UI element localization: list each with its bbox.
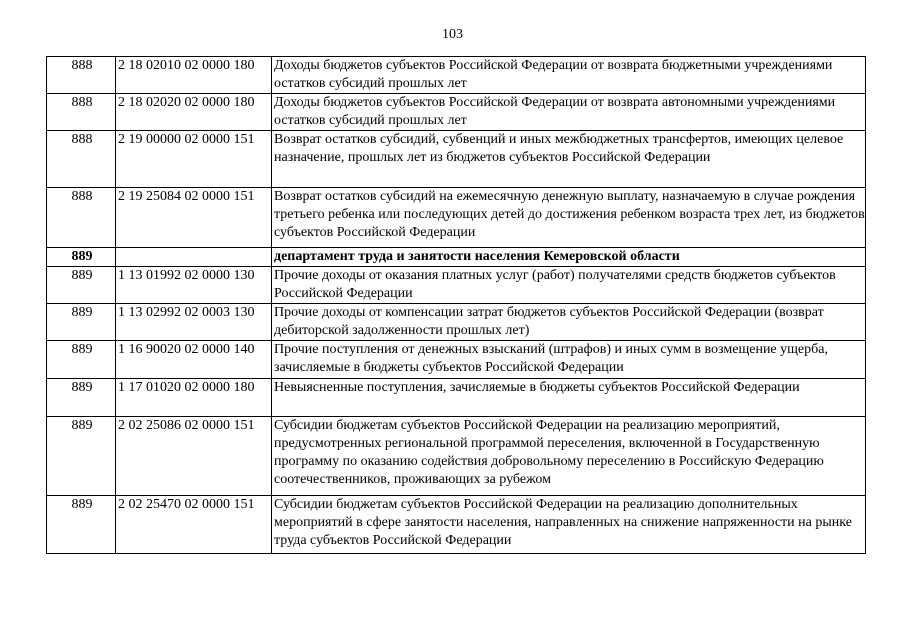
- admin-code-cell: 889: [47, 379, 116, 417]
- department-title-cell: департамент труда и занятости населения Кемеровской области: [272, 248, 866, 267]
- section-header-row: [47, 248, 866, 267]
- table-row: [47, 57, 866, 94]
- admin-code-cell: 889: [47, 248, 116, 267]
- table-row: [47, 379, 866, 417]
- admin-code-cell: 889: [47, 341, 116, 379]
- budget-code-cell: 1 16 90020 02 0000 140: [116, 341, 272, 379]
- budget-code-cell: 1 13 02992 02 0003 130: [116, 304, 272, 341]
- description-cell: Возврат остатков субсидий на ежемесячную денежную выплату, назначаемую в случае рождения третьего ребенка или последующих детей до достижения ребенком возраста трех лет, из бюджетов субъектов Российской Федерации: [272, 188, 866, 248]
- budget-code-cell: 2 19 25084 02 0000 151: [116, 188, 272, 248]
- table-row: [47, 496, 866, 554]
- description-cell: Прочие доходы от компенсации затрат бюджетов субъектов Российской Федерации (возврат дебиторской задолженности прошлых лет): [272, 304, 866, 341]
- description-cell: Прочие доходы от оказания платных услуг (работ) получателями средств бюджетов субъектов Российской Федерации: [272, 267, 866, 304]
- description-cell: Субсидии бюджетам субъектов Российской Федерации на реализацию мероприятий, предусмотренных региональной программой переселения, включенной в Государственную программу по оказанию содействия добровольному переселению в Российскую Федерацию соотечественников, проживающих за рубежом: [272, 417, 866, 496]
- table-row: [47, 267, 866, 304]
- budget-code-cell: [116, 248, 272, 267]
- budget-code-cell: 1 17 01020 02 0000 180: [116, 379, 272, 417]
- description-cell: Доходы бюджетов субъектов Российской Федерации от возврата бюджетными учреждениями остатков субсидий прошлых лет: [272, 57, 866, 94]
- budget-code-cell: 1 13 01992 02 0000 130: [116, 267, 272, 304]
- admin-code-cell: 888: [47, 131, 116, 188]
- admin-code-cell: 888: [47, 94, 116, 131]
- budget-code-cell: 2 02 25086 02 0000 151: [116, 417, 272, 496]
- budget-code-cell: 2 19 00000 02 0000 151: [116, 131, 272, 188]
- admin-code-cell: 889: [47, 304, 116, 341]
- table-row: [47, 94, 866, 131]
- description-cell: Доходы бюджетов субъектов Российской Федерации от возврата автономными учреждениями остатков субсидий прошлых лет: [272, 94, 866, 131]
- table-row: [47, 131, 866, 188]
- page-number: 103: [442, 27, 463, 42]
- description-cell: Субсидии бюджетам субъектов Российской Федерации на реализацию дополнительных мероприятий в сфере занятости населения, направленных на снижение напряженности на рынке труда субъектов Российской Федерации: [272, 496, 866, 554]
- admin-code-cell: 889: [47, 267, 116, 304]
- revenue-classification-table: [46, 56, 866, 554]
- budget-code-cell: 2 02 25470 02 0000 151: [116, 496, 272, 554]
- table-row: [47, 341, 866, 379]
- admin-code-cell: 888: [47, 188, 116, 248]
- admin-code-cell: 889: [47, 496, 116, 554]
- admin-code-cell: 888: [47, 57, 116, 94]
- admin-code-cell: 889: [47, 417, 116, 496]
- description-cell: Возврат остатков субсидий, субвенций и иных межбюджетных трансфертов, имеющих целевое назначение, прошлых лет из бюджетов субъектов Российской Федерации: [272, 131, 866, 188]
- description-cell: Невыясненные поступления, зачисляемые в бюджеты субъектов Российской Федерации: [272, 379, 866, 417]
- budget-code-cell: 2 18 02010 02 0000 180: [116, 57, 272, 94]
- table-row: [47, 417, 866, 496]
- budget-code-cell: 2 18 02020 02 0000 180: [116, 94, 272, 131]
- description-cell: Прочие поступления от денежных взысканий (штрафов) и иных сумм в возмещение ущерба, зачисляемые в бюджеты субъектов Российской Федерации: [272, 341, 866, 379]
- table-row: [47, 188, 866, 248]
- table-row: [47, 304, 866, 341]
